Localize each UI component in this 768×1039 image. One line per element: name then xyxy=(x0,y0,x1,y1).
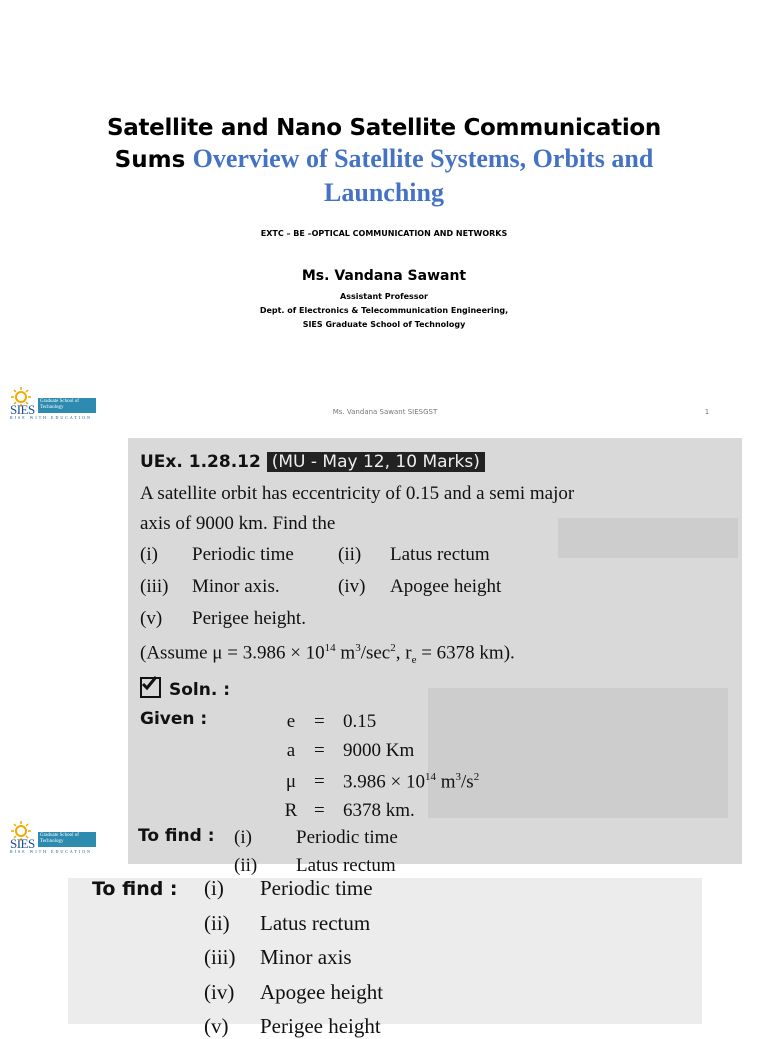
item-iv: (iv) Apogee height xyxy=(338,576,502,597)
given-a-symbol: a xyxy=(286,740,296,761)
list-item-text: Perigee height xyxy=(260,1014,381,1038)
logo-tagline: RISE WITH EDUCATION xyxy=(10,415,92,420)
author-dept: Dept. of Electronics & Telecommunication Engineering, xyxy=(259,306,509,315)
author-role: Assistant Professor xyxy=(340,292,428,301)
given-mu-value: $3.986 \times 10^{14}$ $m^3/s^2$ xyxy=(343,771,480,793)
equals-sign: = xyxy=(314,740,325,761)
course-subtitle: EXTC – BE –OPTICAL COMMUNICATION AND NETWORKS xyxy=(260,229,508,238)
list-item-num: (v) xyxy=(204,1014,229,1038)
item-v: (v) Perigee height. xyxy=(140,608,306,629)
logo-box-text: Graduate School of Technology xyxy=(38,398,96,413)
to-find-label: To find : xyxy=(138,826,215,846)
given-r-value: 6378 km. xyxy=(343,800,415,821)
solution-heading: Soln. : xyxy=(140,677,230,700)
given-e-value: 0.15 xyxy=(343,711,377,732)
title-line-2 xyxy=(0,143,768,176)
list-item-text: Minor axis xyxy=(260,945,352,969)
title-line-3: Launching xyxy=(324,178,444,207)
given-a-value: 9000 Km xyxy=(343,740,415,761)
given-mu-symbol: μ xyxy=(285,771,297,792)
given-e-symbol: e xyxy=(286,711,296,732)
item-iii: (iii) Minor axis. xyxy=(140,576,280,597)
title-sums: Sums xyxy=(114,147,186,173)
marks-badge: (MU - May 12, 10 Marks) xyxy=(267,452,485,472)
example-label: UEx. 1.28.12 xyxy=(140,452,261,472)
author-school: SIES Graduate School of Technology xyxy=(302,320,466,329)
logo-sies-text: SIES xyxy=(10,402,35,417)
assumption-line: (Assume $\mu = 3.986 \times 10^{14}$ $m^3/\sec^2$, $r_e = 6378$ km). xyxy=(140,642,515,667)
equals-sign: = xyxy=(314,800,325,821)
problem-line-1: A satellite orbit has eccentricity of 0.15 and a semi major xyxy=(140,483,575,504)
to-find-i-num: (i) xyxy=(234,827,252,848)
list-item-text: Periodic time xyxy=(260,876,373,900)
to-find-i-text: Periodic time xyxy=(296,827,398,848)
item-i: (i) Periodic time xyxy=(140,544,294,565)
list-item-num: (i) xyxy=(204,876,224,900)
to-find-label-2: To find : xyxy=(92,878,178,900)
checkbox-icon xyxy=(140,677,161,698)
to-find-ii-text: Latus rectum xyxy=(296,855,396,876)
slide-title xyxy=(0,113,768,210)
title-overview: Overview of Satellite Systems, Orbits and xyxy=(192,144,654,173)
given-r-symbol: R xyxy=(284,800,298,821)
list-item-text: Latus rectum xyxy=(260,911,371,935)
given-label: Given : xyxy=(140,709,208,729)
item-ii: (ii) Latus rectum xyxy=(338,544,490,565)
logo-tagline: RISE WITH EDUCATION xyxy=(10,849,92,854)
author-name: Ms. Vandana Sawant xyxy=(301,268,467,284)
example-header xyxy=(140,452,485,472)
sies-logo-2 xyxy=(10,820,100,854)
logo-sies-text: SIES xyxy=(10,836,35,851)
problem-line-2: axis of 9000 km. Find the xyxy=(140,513,336,534)
footer-page-number: 1 xyxy=(704,408,710,416)
list-item-num: (iv) xyxy=(204,980,235,1004)
list-item-num: (iii) xyxy=(204,945,236,969)
sies-logo xyxy=(10,386,100,420)
problem-scan xyxy=(128,438,742,876)
title-line-1: Satellite and Nano Satellite Communication xyxy=(106,115,662,141)
list-item-text: Apogee height xyxy=(260,980,384,1004)
footer-author: Ms. Vandana Sawant SIESGST xyxy=(332,408,438,416)
list-item-num: (ii) xyxy=(204,911,230,935)
logo-box-text: Graduate School of Technology xyxy=(38,832,96,847)
to-find-ii-num: (ii) xyxy=(234,855,258,876)
equals-sign: = xyxy=(314,711,325,732)
to-find-scan xyxy=(68,876,702,1038)
equals-sign: = xyxy=(314,771,325,792)
